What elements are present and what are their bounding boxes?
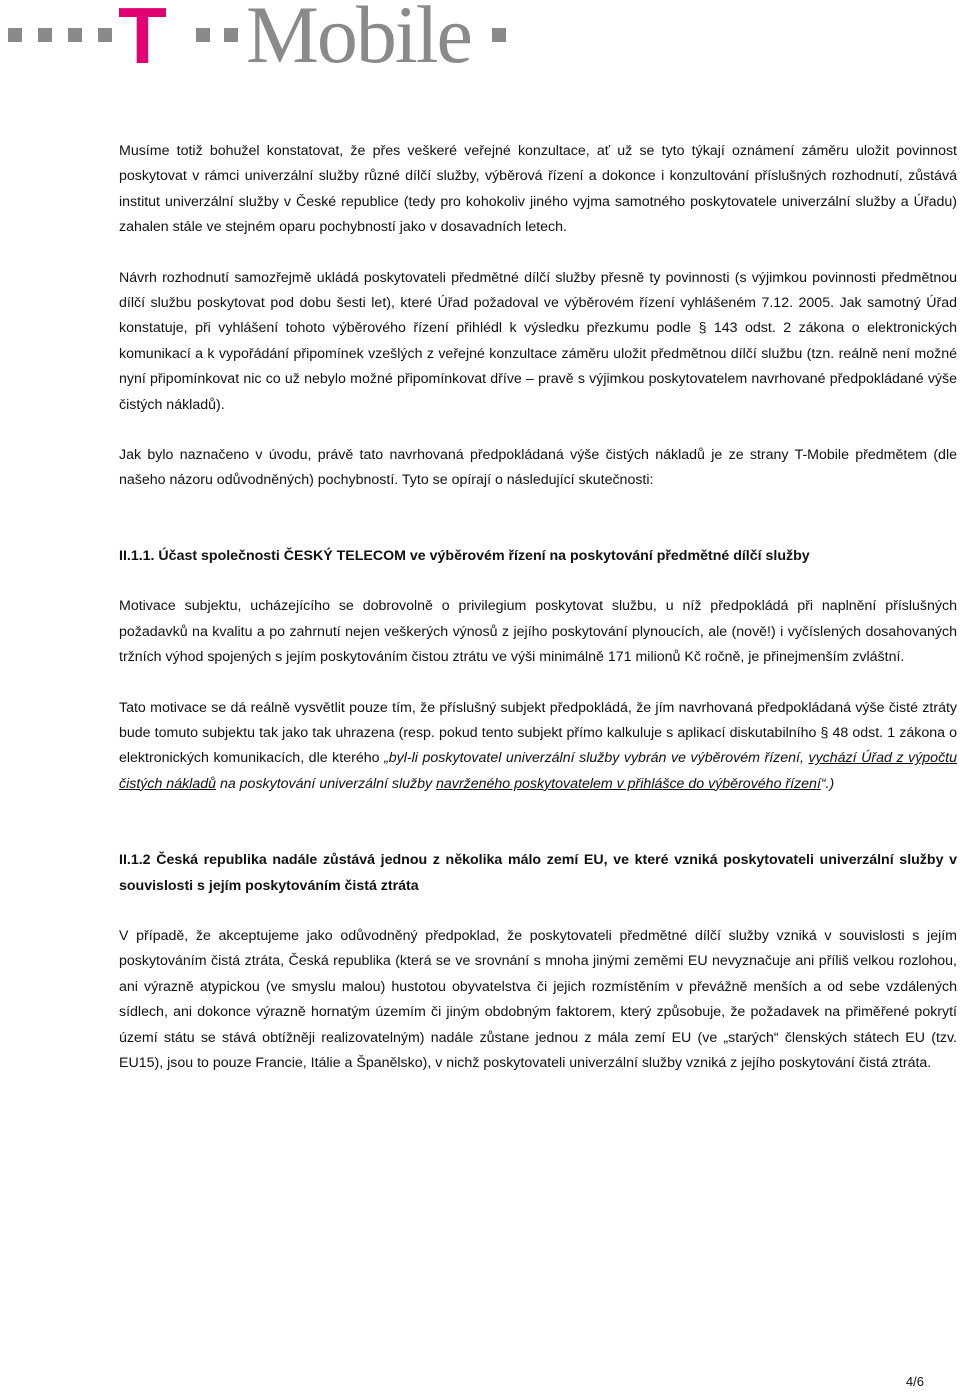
paragraph-text: Tato motivace se dá reálně vysvětlit pouze tím, že příslušný subjekt předpokládá, že jím navrhovaná předpokládaná výše čisté ztráty bude tomuto subjektu tak jako tak uhrazena (resp. pokud tento subjekt přímo kalkuluje s aplikací diskutabilního § 48 odst. 1 zákona o elektronických komunikacích, dle kterého: [119, 699, 957, 767]
logo-dot-icon: [98, 28, 112, 42]
quoted-text: „byl-li poskytovatel univerzální služby vybrán ve výběrovém řízení,: [384, 750, 809, 767]
underlined-quote: vychází Úřad z výpočtu čistých nákladů: [119, 750, 957, 792]
logo-wordmark: Mobile: [246, 0, 471, 80]
logo-dot-icon: [196, 28, 210, 42]
section-heading: II.1.1. Účast společnosti ČESKÝ TELECOM ve výběrovém řízení na poskytování předmětné dílčí služby: [119, 547, 810, 564]
logo-dot-icon: [38, 28, 52, 42]
document-body: [119, 139, 957, 1076]
t-mobile-logo: [0, 0, 520, 80]
logo-dot-icon: [492, 28, 506, 42]
paragraph: V případě, že akceptujeme jako odůvodněný předpoklad, že poskytovateli předmětné dílčí služby vzniká v souvislosti s jejím poskytováním čistá ztráta, Česká republika (která se ve srovnání s mnoha jinými zeměmi EU nevyznačuje ani příliš velkou rozlohou, ani výrazně atypickou (ve smyslu malou) hustotou obyvatelstva či jejich rozmístěním v převážně menších a od sebe vzdálených sídlech, ani dokonce výrazně hornatým územím či jiným obdobným faktorem, který způsobuje, že požadavek na přiměřené pokrytí území státu se stává obtížněji realizovatelným) nadále zůstane jednou z mála zemí EU (ve „starých“ členských státech EU (tzv. EU15), jsou to pouze Francie, Itálie a Španělsko), v nichž poskytovateli univerzální služby vzniká z jejího poskytování čistá ztráta.: [119, 927, 957, 1071]
paragraph: Jak bylo naznačeno v úvodu, právě tato navrhovaná předpokládaná výše čistých nákladů je ze strany T-Mobile předmětem (dle našeho názoru odůvodněných) pochybností. Tyto se opírají o následující skutečnosti:: [119, 447, 957, 489]
paragraph: Musíme totiž bohužel konstatovat, že přes veškeré veřejné konzultace, ať už se tyto týkají oznámení záměru uložit povinnost poskytovat v rámci univerzální služby různé dílčí služby, výběrová řízení a dokonce i konzultování příslušných rozhodnutí, zůstává institut univerzální služby v České republice (tedy pro kohokoliv jiného vyjma samotného poskytovatele univerzální služby a Úřadu) zahalen stále ve stejném oparu pochybností jako v dosavadních letech.: [119, 143, 957, 236]
section-heading: II.1.2 Česká republika nadále zůstává jednou z několika málo zemí EU, ve které vzniká poskytovateli univerzální služby v souvislosti s jejím poskytováním čistá ztráta: [119, 852, 957, 894]
logo-t-letter: T: [118, 0, 167, 80]
logo-dot-icon: [8, 28, 22, 42]
paragraph: [119, 696, 957, 798]
paragraph: Návrh rozhodnutí samozřejmě ukládá poskytovateli předmětné dílčí služby přesně ty povinnosti (s výjimkou povinnosti předmětnou dílčí službu poskytovat pod dobu šesti let), které Úřad požadoval ve výběrovém řízení vyhlášeném 7.12. 2005. Jak samotný Úřad konstatuje, při vyhlášení tohoto výběrového řízení přihlédl k výsledku přezkumu podle § 143 odst. 2 zákona o elektronických komunikací a k vypořádání připomínek vzešlých z veřejné konzultace záměru uložit předmětnou dílčí službu (tzn. reálně není možné nyní připomínkovat nic co už nebylo možné připomínkovat dříve – pravě s výjimkou poskytovatelem navrhované předpokládané výše čistých nákladů).: [119, 269, 957, 413]
quoted-text: “.): [820, 775, 835, 792]
logo-dot-icon: [68, 28, 82, 42]
logo-dot-icon: [224, 28, 238, 42]
underlined-quote: navrženého poskytovatelem v přihlášce do výběrového řízení: [436, 775, 821, 792]
quoted-text: na poskytování univerzální služby: [216, 775, 437, 792]
page-number: 4/6: [905, 1374, 924, 1389]
paragraph: Motivace subjektu, ucházejícího se dobrovolně o privilegium poskytovat službu, u níž předpokládá při naplnění příslušných požadavků na kvalitu a po zahrnutí nejen veškerých výnosů z jejího poskytování plynoucích, ale (nově!) i vyčíslených dosahovaných tržních výhod spojených s jejím poskytováním čistou ztrátu ve výši minimálně 171 milionů Kč ročně, je přinejmenším zvláštní.: [119, 598, 957, 666]
